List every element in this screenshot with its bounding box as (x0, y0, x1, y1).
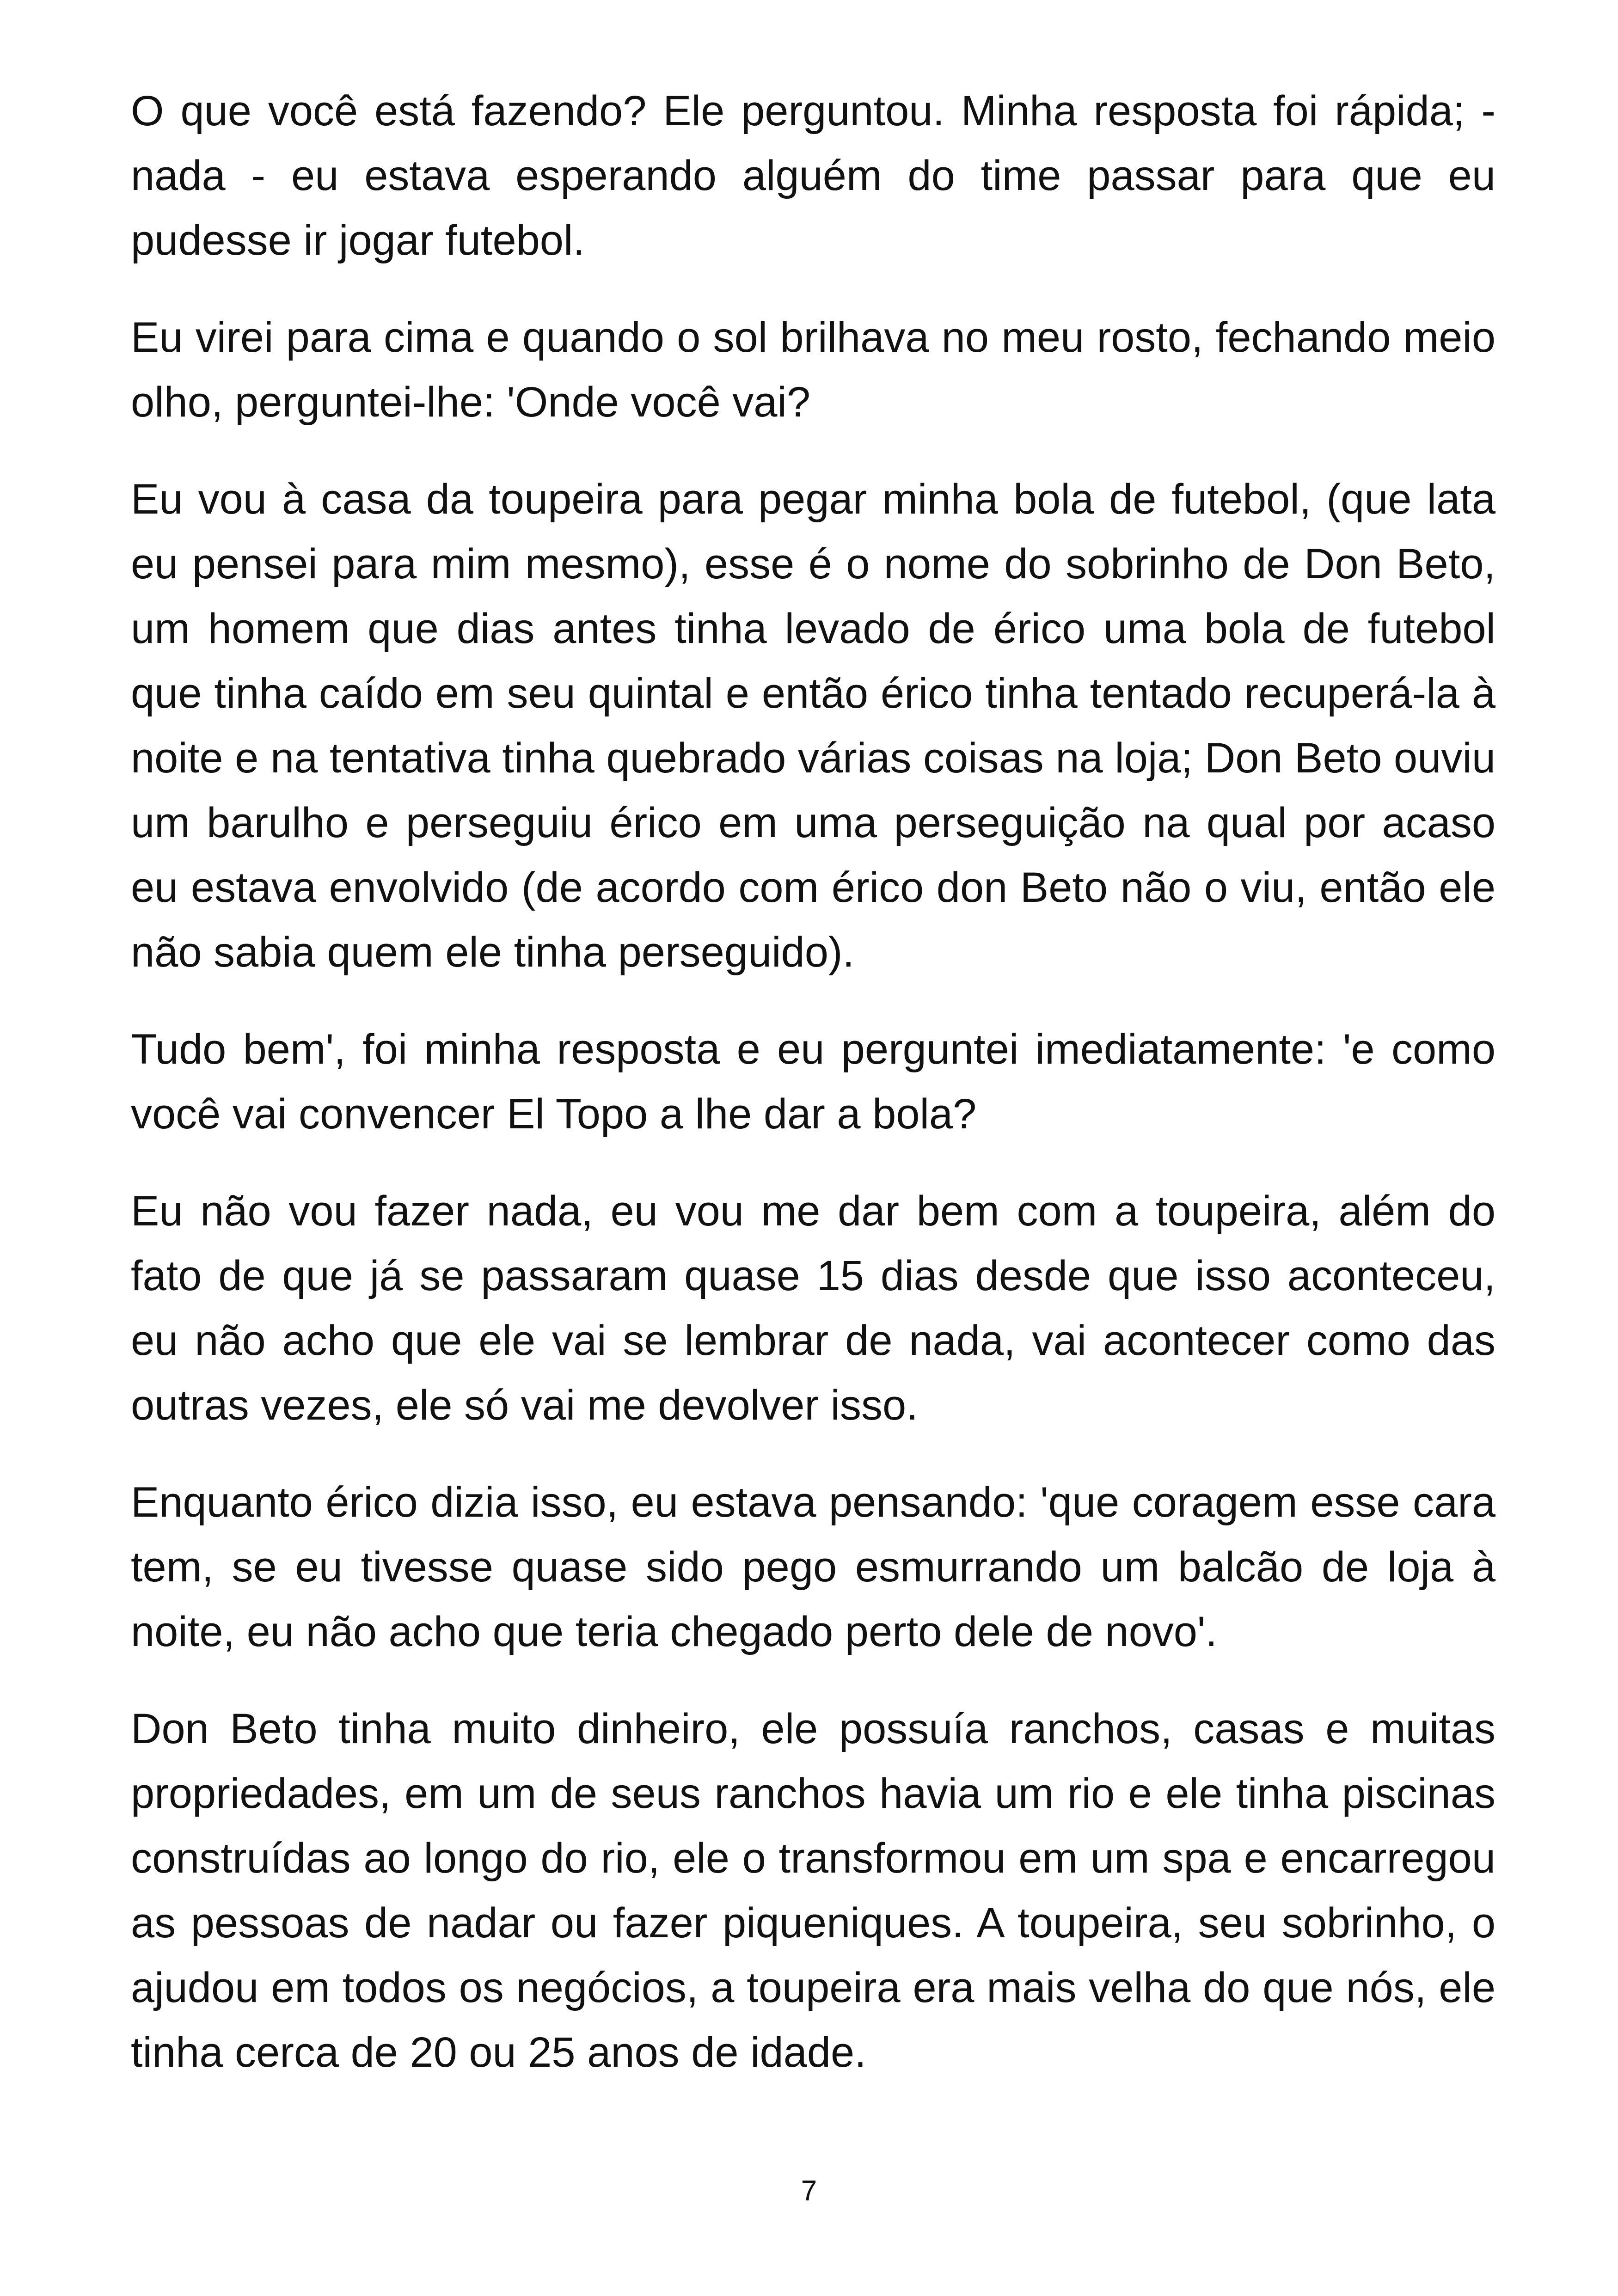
paragraph-2: Eu virei para cima e quando o sol brilhava no meu rosto, fechando meio olho, perguntei-lhe: 'Onde você vai? (131, 314, 1495, 426)
paragraph-6: Enquanto érico dizia isso, eu estava pensando: 'que coragem esse cara tem, se eu tivesse quase sido pego esmurrando um balcão de loja à noite, eu não acho que teria chegado perto dele de novo'. (131, 1479, 1495, 1655)
paragraph-5: Eu não vou fazer nada, eu vou me dar bem com a toupeira, além do fato de que já se passaram quase 15 dias desde que isso aconteceu, eu não acho que ele vai se lembrar de nada, vai acontecer como das outras vezes, ele só vai me devolver isso. (131, 1188, 1495, 1429)
page-number: 7 (801, 2175, 817, 2207)
paragraph-1: O que você está fazendo? Ele perguntou. Minha resposta foi rápida; - nada - eu estava esperando alguém do time passar para que eu pudesse ir jogar futebol. (131, 87, 1495, 264)
paragraph-7: Don Beto tinha muito dinheiro, ele possuía ranchos, casas e muitas propriedades, em um de seus ranchos havia um rio e ele tinha piscinas construídas ao longo do rio, ele o transformou em um spa e encarregou as pessoas de nadar ou fazer piqueniques. A toupeira, seu sobrinho, o ajudou em todos os negócios, a toupeira era mais velha do que nós, ele tinha cerca de 20 ou 25 anos de idade. (131, 1705, 1495, 2076)
body-text (131, 79, 1495, 2117)
paragraph-4: Tudo bem', foi minha resposta e eu perguntei imediatamente: 'e como você vai convencer El Topo a lhe dar a bola? (131, 1026, 1495, 1138)
paragraph-3: Eu vou à casa da toupeira para pegar minha bola de futebol, (que lata eu pensei para mim mesmo), esse é o nome do sobrinho de Don Beto, um homem que dias antes tinha levado de érico uma bola de futebol que tinha caído em seu quintal e então érico tinha tentado recuperá-la à noite e na tentativa tinha quebrado várias coisas na loja; Don Beto ouviu um barulho e perseguiu érico em uma perseguição na qual por acaso eu estava envolvido (de acordo com érico don Beto não o viu, então ele não sabia quem ele tinha perseguido). (131, 476, 1495, 976)
